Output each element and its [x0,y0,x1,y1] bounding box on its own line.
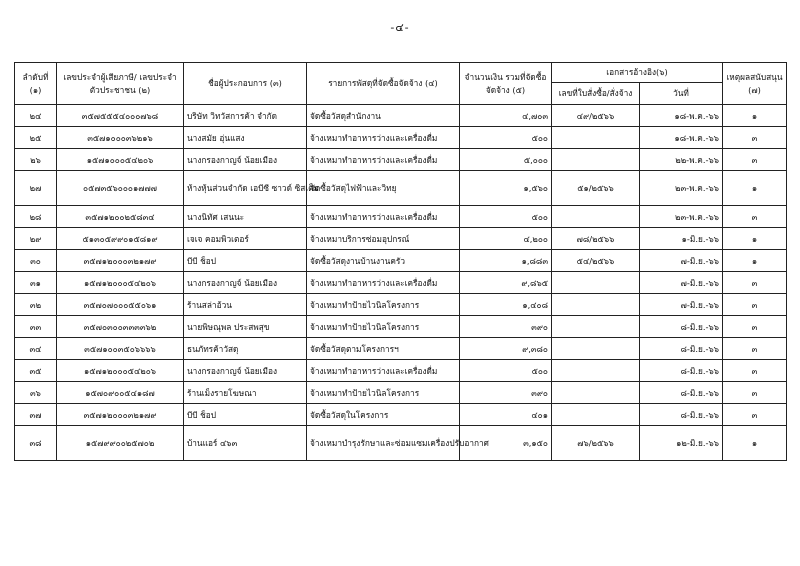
cell-reason: ๓ [723,360,787,382]
cell-date: ๗-มิ.ย.-๖๖ [640,272,723,294]
cell-item: จัดซื้อวัสดุไฟฟ้าและวิทยุ [307,171,460,206]
header-date: วันที่ [640,83,723,105]
cell-amount: ๕,๐๐๐ [460,149,552,171]
page-number: -๔- [390,21,410,34]
cell-vendor: ธนภัทรค้าวัสดุ [184,338,307,360]
cell-reason: ๑ [723,250,787,272]
cell-item: จ้างเหมาทำอาหารว่างและเครื่องดื่ม [307,206,460,228]
cell-order-no [552,206,640,228]
cell-seq: ๒๔ [15,105,57,127]
cell-seq: ๓๔ [15,338,57,360]
cell-order-no [552,149,640,171]
cell-tax-id: ๓๕๗๕๕๕๔๐๐๐๗๖๘ [57,105,184,127]
cell-amount: ๑,๕๖๐ [460,171,552,206]
cell-date: ๗-มิ.ย.-๖๖ [640,250,723,272]
header-vendor: ชื่อผู้ประกอบการ (๓) [184,63,307,105]
cell-reason: ๓ [723,404,787,426]
cell-reason: ๑ [723,105,787,127]
cell-amount: ๕๐๐ [460,360,552,382]
cell-order-no: ๕๑/๒๕๖๖ [552,171,640,206]
table-row [15,250,787,272]
cell-order-no [552,294,640,316]
cell-amount: ๔๐๑ [460,404,552,426]
cell-reason: ๓ [723,206,787,228]
cell-tax-id: ๓๕๗๐๗๐๐๐๕๕๐๖๑ [57,294,184,316]
cell-seq: ๓๗ [15,404,57,426]
cell-reason: ๓ [723,338,787,360]
cell-tax-id: ๑๕๗๐๙๐๐๕๔๑๘๗ [57,382,184,404]
header-item: รายการพัสดุที่จัดซื้อจัดจ้าง (๔) [307,63,460,105]
cell-order-no: ๕๔/๒๕๖๖ [552,250,640,272]
cell-date: ๒๒-พ.ค.-๖๖ [640,149,723,171]
cell-vendor: นางสมัย อุ่นแสง [184,127,307,149]
cell-date: ๘-มิ.ย.-๖๖ [640,382,723,404]
cell-seq: ๓๑ [15,272,57,294]
cell-vendor: บีบี ช็อป [184,404,307,426]
table-row [15,360,787,382]
cell-date: ๗-มิ.ย.-๖๖ [640,294,723,316]
cell-item: จ้างเหมาทำอาหารว่างและเครื่องดื่ม [307,360,460,382]
cell-tax-id: ๑๕๗๙๙๐๐๒๕๗๐๒ [57,426,184,461]
cell-item: จ้างเหมาทำอาหารว่างและเครื่องดื่ม [307,149,460,171]
cell-seq: ๓๐ [15,250,57,272]
cell-date: ๘-มิ.ย.-๖๖ [640,338,723,360]
cell-date: ๒๓-พ.ค.-๖๖ [640,171,723,206]
cell-tax-id: ๓๕๗๑๒๐๐๐๓๒๑๗๙ [57,404,184,426]
cell-tax-id: ๑๕๗๑๐๐๐๕๔๒๐๖ [57,149,184,171]
cell-date: ๑๒-มิ.ย.-๖๖ [640,426,723,461]
cell-vendor: บ้านแอร์ ๔๖๓ [184,426,307,461]
header-seq: ลำดับที่ (๑) [15,63,57,105]
cell-date: ๘-มิ.ย.-๖๖ [640,404,723,426]
cell-seq: ๒๖ [15,149,57,171]
cell-order-no [552,404,640,426]
cell-seq: ๒๕ [15,127,57,149]
cell-reason: ๓ [723,272,787,294]
cell-tax-id: ๕๑๓๐๕๙๙๐๑๕๘๑๙ [57,228,184,250]
cell-item: จัดซื้อวัสดุงานบ้านงานครัว [307,250,460,272]
cell-item: จัดซื้อวัสดุตามโครงการฯ [307,338,460,360]
cell-item: จ้างเหมาทำป้ายไวนิลโครงการ [307,294,460,316]
table-row [15,272,787,294]
cell-vendor: นางกรองกาญจ์ น้อยเมือง [184,149,307,171]
table-row [15,382,787,404]
cell-order-no [552,338,640,360]
cell-amount: ๕๐๐ [460,127,552,149]
cell-reason: ๑ [723,426,787,461]
cell-vendor: นางนิทัศ เสนนะ [184,206,307,228]
cell-order-no: ๗๘/๒๕๖๖ [552,228,640,250]
cell-item: จ้างเหมาทำอาหารว่างและเครื่องดื่ม [307,127,460,149]
table-row [15,294,787,316]
cell-order-no [552,272,640,294]
table-row [15,171,787,206]
cell-seq: ๓๒ [15,294,57,316]
cell-reason: ๑ [723,228,787,250]
cell-vendor: เจเจ คอมพิวเตอร์ [184,228,307,250]
table-row [15,127,787,149]
cell-date: ๑-มิ.ย.-๖๖ [640,228,723,250]
cell-amount: ๓๙๐ [460,382,552,404]
cell-seq: ๒๘ [15,206,57,228]
cell-order-no [552,360,640,382]
cell-vendor: ห้างหุ้นส่วนจำกัด เอบีซี ซาวด์ ซิสเต็ม [184,171,307,206]
cell-date: ๑๘-พ.ค.-๖๖ [640,127,723,149]
cell-vendor: บีบี ช็อป [184,250,307,272]
cell-tax-id: ๓๕๗๑๒๐๐๐๓๒๑๗๙ [57,250,184,272]
cell-tax-id: ๑๕๗๑๒๐๐๐๕๔๒๐๖ [57,360,184,382]
cell-amount: ๓,๑๕๐ [460,426,552,461]
table-row [15,149,787,171]
cell-amount: ๑,๔๐๘ [460,294,552,316]
cell-amount: ๕๐๐ [460,206,552,228]
cell-order-no [552,127,640,149]
header-tax-id: เลขประจำผู้เสียภาษี/ เลขประจำตัวประชาชน (๒) [57,63,184,105]
table-row [15,426,787,461]
cell-seq: ๒๙ [15,228,57,250]
cell-seq: ๒๗ [15,171,57,206]
cell-vendor: นางกรองกาญจ์ น้อยเมือง [184,360,307,382]
cell-date: ๘-มิ.ย.-๖๖ [640,360,723,382]
cell-amount: ๔,๒๐๐ [460,228,552,250]
header-ref-doc: เอกสารอ้างอิง(๖) [552,63,723,83]
cell-reason: ๓ [723,149,787,171]
procurement-table [14,62,787,461]
cell-order-no: ๗๖/๒๕๖๖ [552,426,640,461]
table-row [15,404,787,426]
cell-item: จ้างเหมาทำป้ายไวนิลโครงการ [307,316,460,338]
table-row [15,206,787,228]
cell-tax-id: ๐๕๗๓๕๖๐๐๐๑๗๗๗ [57,171,184,206]
table-row [15,316,787,338]
cell-item: จ้างเหมาบริการซ่อมอุปกรณ์ [307,228,460,250]
cell-reason: ๓ [723,316,787,338]
cell-vendor: ร้านสล่าอ้วน [184,294,307,316]
header-amount: จำนวนเงิน รวมที่จัดซื้อ จัดจ้าง (๕) [460,63,552,105]
cell-order-no [552,316,640,338]
cell-date: ๘-มิ.ย.-๖๖ [640,316,723,338]
cell-item: จ้างเหมาทำอาหารว่างและเครื่องดื่ม [307,272,460,294]
cell-vendor: นางกรองกาญจ์ น้อยเมือง [184,272,307,294]
cell-order-no: ๔๙/๒๕๖๖ [552,105,640,127]
cell-tax-id: ๑๕๗๑๒๐๐๐๕๔๒๐๖ [57,272,184,294]
table-row [15,105,787,127]
table-body [15,105,787,461]
cell-item: จัดซื้อวัสดุสำนักงาน [307,105,460,127]
cell-seq: ๓๘ [15,426,57,461]
cell-seq: ๓๕ [15,360,57,382]
header-reason: เหตุผลสนับสนุน (๗) [723,63,787,105]
cell-vendor: นายพิษณุพล ประสพสุข [184,316,307,338]
cell-amount: ๔,๗๐๓ [460,105,552,127]
cell-vendor: บริษัท วิทวัสการค้า จำกัด [184,105,307,127]
cell-tax-id: ๓๕๗๐๓๐๐๓๓๓๓๖๒ [57,316,184,338]
cell-order-no [552,382,640,404]
cell-seq: ๓๖ [15,382,57,404]
cell-reason: ๓ [723,294,787,316]
cell-vendor: ร้านเม็งรายโฆษณา [184,382,307,404]
cell-item: จัดซื้อวัสดุในโครงการ [307,404,460,426]
cell-reason: ๓ [723,127,787,149]
table-row [15,228,787,250]
cell-tax-id: ๓๕๗๑๐๐๐๓๖๒๑๖ [57,127,184,149]
header-order-no: เลขที่ใบสั่งซื้อ/สั่งจ้าง [552,83,640,105]
cell-amount: ๙,๓๘๐ [460,338,552,360]
cell-date: ๒๓-พ.ค.-๖๖ [640,206,723,228]
cell-reason: ๓ [723,382,787,404]
cell-tax-id: ๓๕๗๑๐๐๓๕๐๖๖๖๖ [57,338,184,360]
cell-amount: ๙,๘๖๕ [460,272,552,294]
cell-reason: ๑ [723,171,787,206]
cell-item: จ้างเหมาทำป้ายไวนิลโครงการ [307,382,460,404]
table-row [15,338,787,360]
cell-seq: ๓๓ [15,316,57,338]
cell-date: ๑๘-พ.ค.-๖๖ [640,105,723,127]
cell-amount: ๓๙๐ [460,316,552,338]
cell-item: จ้างเหมาบำรุงรักษาและซ่อมแซมเครื่องปรับอากาศ [307,426,460,461]
cell-tax-id: ๓๕๗๑๒๐๐๒๕๘๓๔ [57,206,184,228]
cell-amount: ๑,๘๘๓ [460,250,552,272]
